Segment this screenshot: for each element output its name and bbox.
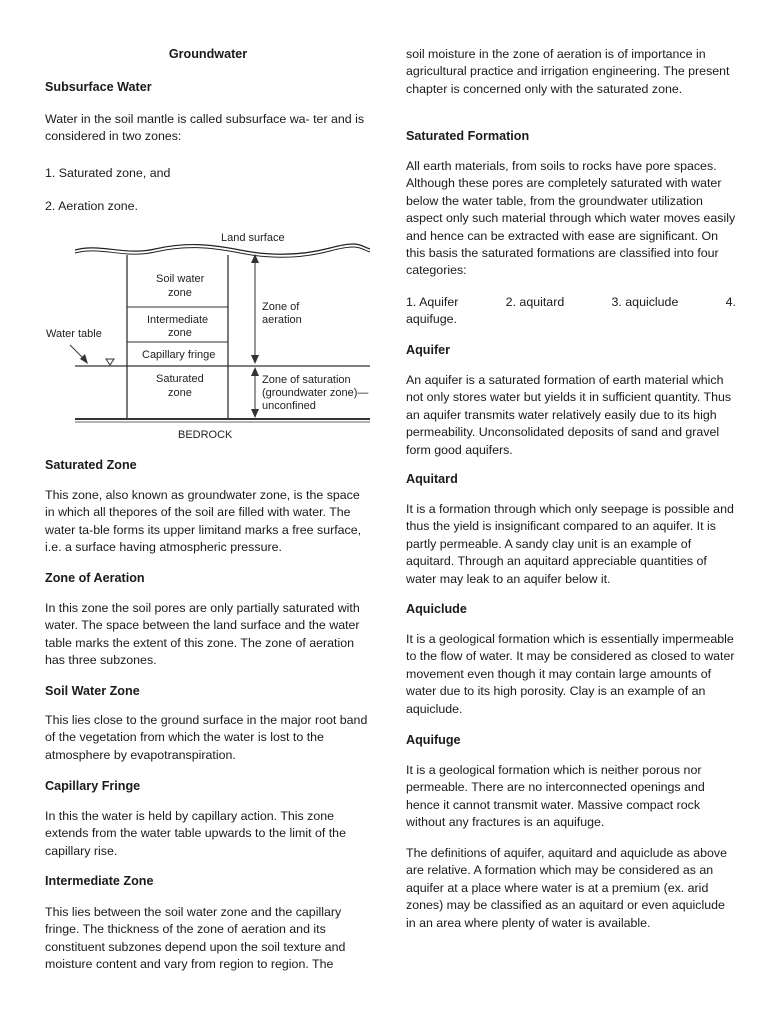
diagram-label: Saturated [156, 373, 204, 385]
continuation-text: soil moisture in the zone of aeration is of importance in agricultural practice and irrigation engineering. The present chapter is concerned only with the saturated zone. [406, 47, 730, 96]
diagram-label: Capillary fringe [142, 349, 216, 361]
diagram-label: Intermediate [147, 314, 209, 326]
intermediate-text: This lies between the soil water zone and the capillary fringe. The thickness of the zone of aeration and its constituent subzones depend upon the soil texture and moisture content and vary from region to region. The [45, 905, 346, 972]
diagram-label: aeration [262, 314, 302, 326]
aquiclude-text: It is a geological formation which is essentially impermeable to the flow of water. It may be considered as closed to water movement even though it may contain large amounts of water due to its high porosity. Clay is an example of an aquiclude. [406, 632, 735, 716]
water-table-symbol [106, 359, 114, 365]
aquitard-text: It is a formation through which only seepage is possible and thus the yield is insignificant compared to an aquifer. It is partly permeable. A sandy clay unit is an example of aquitard. Through an aquitard appreciable quantities of water may leak to an aquifer below it. [406, 502, 734, 586]
aquifer-heading: Aquifer [406, 343, 451, 357]
subsurface-heading: Subsurface Water [45, 80, 152, 94]
soil-water-heading: Soil Water Zone [45, 684, 140, 698]
diagram-label: (groundwater zone)— [262, 387, 369, 399]
saturated-formation-text: All earth materials, from soils to rocks have pore spaces. Although these pores are completely saturated with water below the water table, from the groundwater utilization aspect only such material through which water moves easily and hence can be extracted with ease are significant. On this basis the saturated formations are classified into four categories: [406, 159, 736, 278]
saturated-zone-text: This zone, also known as groundwater zone, is the space in which all thepores of the soil are filled with water. The water ta-ble forms its upper limitand marks a free surface, i.e. a surface having atmospheric pressure. [45, 488, 362, 555]
zone-list-item-1: 1. Saturated zone, and [45, 166, 171, 180]
diagram-label: Zone of saturation [262, 374, 351, 386]
aeration-heading: Zone of Aeration [45, 571, 145, 585]
diagram-label: Water table [46, 328, 102, 340]
aquitard-heading: Aquitard [406, 472, 458, 486]
capillary-text: In this the water is held by capillary action. This zone extends from the water table upwards to the limit of the capillary rise. [45, 809, 346, 858]
intermediate-heading: Intermediate Zone [45, 874, 154, 888]
category-aquitard: 2. aquitard [505, 295, 565, 309]
diagram-label: Soil water [156, 273, 205, 285]
category-aquifer: 1. Aquifer [406, 295, 459, 309]
saturated-formation-heading: Saturated Formation [406, 129, 530, 143]
capillary-heading: Capillary Fringe [45, 779, 141, 793]
aeration-text: In this zone the soil pores are only partially saturated with water. The space between the land surface and the water table marks the extent of this zone. The zone of aeration has three subzones. [45, 601, 360, 668]
page-title: Groundwater [168, 47, 248, 61]
soil-water-text: This lies close to the ground surface in the major root band of the vegetation from which the water is lost to the atmosphere by evapotranspiration. [45, 713, 368, 762]
diagram-label: unconfined [262, 400, 316, 412]
saturated-zone-heading: Saturated Zone [45, 458, 137, 472]
diagram-label: zone [168, 387, 192, 399]
diagram-label: zone [168, 287, 192, 299]
definitions-text: The definitions of aquifer, aquitard and aquiclude as above are relative. A formation which may be considered as an aquifer at a place where water is at a premium (ex. arid zones) may be classified as an aquitard or even aquiclude in an area where plenty of water is available. [406, 846, 728, 930]
category-aquifuge: aquifuge. [406, 312, 457, 326]
land-surface-label: Land surface [221, 232, 285, 244]
zone-list-item-2: 2. Aeration zone. [45, 199, 138, 213]
aquifer-text: An aquifer is a saturated formation of earth material which not only stores water but yields it in sufficient quantity. Thus an aquifer transmits water relatively easily due to its high permeability. Unconsolidated deposits of sand and gravel form good aquifers. [406, 373, 732, 457]
diagram-label: BEDROCK [178, 429, 233, 441]
aquifuge-text: It is a geological formation which is neither porous nor permeable. There are no interconnected openings and hence it cannot transmit water. Massive compact rock without any fractures is an aquifuge. [406, 763, 705, 830]
subsurface-text: Water in the soil mantle is called subsurface wa- ter and is considered in two zones: [45, 112, 365, 144]
diagram-label: zone [168, 327, 192, 339]
diagram-label: Zone of [262, 301, 300, 313]
aquifuge-heading: Aquifuge [406, 733, 461, 747]
category-aquiclude: 3. aquiclude [611, 295, 679, 309]
category-number-4: 4. [725, 295, 736, 309]
aquiclude-heading: Aquiclude [406, 602, 467, 616]
groundwater-zones-diagram [40, 228, 380, 446]
category-list [406, 294, 736, 311]
